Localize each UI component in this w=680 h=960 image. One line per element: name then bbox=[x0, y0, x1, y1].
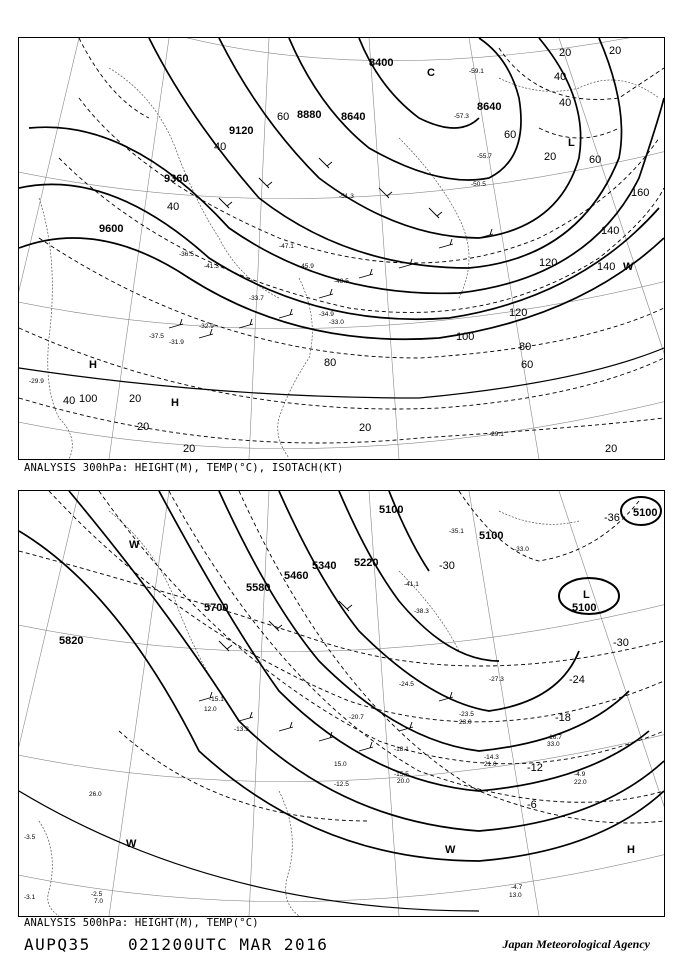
isotach-label: 60 bbox=[521, 359, 534, 371]
temp-label: -33.0 bbox=[329, 319, 344, 326]
temp-label: -41.1 bbox=[404, 581, 419, 588]
temp-contour-labels-500 bbox=[439, 512, 629, 811]
data-label: 33.0 bbox=[547, 741, 560, 748]
isotach-label: 40 bbox=[559, 97, 572, 109]
height-label: 5460 bbox=[284, 570, 309, 582]
temperature-contours bbox=[19, 491, 664, 823]
isotach-label: 20 bbox=[183, 443, 196, 455]
isotach-label: 60 bbox=[589, 154, 602, 166]
temp-label: -48.5 bbox=[334, 278, 349, 285]
high-center: H bbox=[627, 844, 635, 856]
height-labels-500 bbox=[59, 504, 657, 647]
temp-label: -29.1 bbox=[489, 431, 504, 438]
high-center: H bbox=[89, 359, 97, 371]
data-label: 23.0 bbox=[459, 719, 472, 726]
temp-contour-label: -30 bbox=[613, 637, 629, 649]
height-label: 8640 bbox=[341, 111, 366, 123]
height-label: 5340 bbox=[312, 560, 337, 572]
temp-label: -24.5 bbox=[399, 681, 414, 688]
isotach-label: 40 bbox=[63, 395, 76, 407]
height-label: 5700 bbox=[204, 602, 229, 614]
temp-contour-label: -6 bbox=[527, 799, 537, 811]
temp-label: -38.3 bbox=[414, 608, 429, 615]
temp-label: -50.5 bbox=[471, 181, 486, 188]
height-labels-300 bbox=[99, 57, 501, 235]
temp-label: -23.5 bbox=[459, 711, 474, 718]
pressure-centers-500 bbox=[126, 539, 635, 856]
isotach-label: 80 bbox=[519, 341, 532, 353]
temp-label: -14.3 bbox=[484, 754, 499, 761]
temp-label: -33.0 bbox=[514, 546, 529, 553]
temp-label: -2.5 bbox=[91, 891, 103, 898]
height-label: 8880 bbox=[297, 109, 322, 121]
isotach-label: 20 bbox=[359, 422, 372, 434]
height-label: 5100 bbox=[479, 530, 504, 542]
isotach-label: 40 bbox=[167, 201, 180, 213]
height-label: 5820 bbox=[59, 635, 84, 647]
height-contours bbox=[19, 38, 664, 398]
temp-contour-label: -18 bbox=[555, 712, 571, 724]
temp-label: -59.1 bbox=[469, 68, 484, 75]
isotach-label: 20 bbox=[559, 47, 572, 59]
caption-500hpa: ANALYSIS 500hPa: HEIGHT(M), TEMP(°C) bbox=[24, 917, 259, 929]
temp-label: -35.1 bbox=[449, 528, 464, 535]
temp-label: -31.9 bbox=[169, 339, 184, 346]
isotach-label: 80 bbox=[324, 357, 337, 369]
map-panel-300hpa bbox=[18, 37, 665, 460]
temp-label: -3.1 bbox=[24, 894, 36, 901]
height-label: 5100 bbox=[572, 602, 597, 614]
temp-label: -16.7 bbox=[547, 734, 562, 741]
isotach-label: 100 bbox=[79, 393, 98, 405]
data-label: 15.0 bbox=[334, 761, 347, 768]
isotach-label: 120 bbox=[509, 307, 528, 319]
isotach-label: 140 bbox=[597, 261, 616, 273]
temp-label: -47.1 bbox=[279, 243, 294, 250]
height-label: 9360 bbox=[164, 173, 189, 185]
data-label: 7.0 bbox=[94, 898, 104, 905]
cold-center: C bbox=[427, 67, 435, 79]
isotach-label: 40 bbox=[554, 71, 567, 83]
map-panel-500hpa bbox=[18, 490, 665, 917]
isotach-label: 20 bbox=[605, 443, 618, 455]
height-contours bbox=[19, 491, 664, 911]
data-label: 21.0 bbox=[484, 761, 497, 768]
data-label: 13.0 bbox=[509, 892, 522, 899]
temp-label: -41.3 bbox=[204, 263, 219, 270]
product-id: AUPQ35 bbox=[24, 935, 91, 954]
low-center: L bbox=[583, 589, 590, 601]
low-center: L bbox=[568, 137, 575, 149]
temp-contour-label: -12 bbox=[527, 762, 543, 774]
temp-label: -15.5 bbox=[394, 771, 409, 778]
temp-label: -20.7 bbox=[349, 714, 364, 721]
isotach-label: 20 bbox=[609, 45, 622, 57]
temp-label: -18.1 bbox=[394, 746, 409, 753]
data-labels-500 bbox=[89, 706, 587, 905]
isotach-label: 20 bbox=[544, 151, 557, 163]
temp-label: -4.7 bbox=[511, 884, 523, 891]
height-label: 5100 bbox=[379, 504, 404, 516]
data-label: 22.0 bbox=[574, 779, 587, 786]
temp-label: -55.7 bbox=[477, 153, 492, 160]
isotach-label: 160 bbox=[631, 187, 650, 199]
map-300hpa-svg bbox=[19, 38, 664, 459]
height-label: 5220 bbox=[354, 557, 379, 569]
temp-label: -27.3 bbox=[489, 676, 504, 683]
temp-label: -12.5 bbox=[334, 781, 349, 788]
map-500hpa-svg bbox=[19, 491, 664, 916]
temp-label: -13.3 bbox=[234, 726, 249, 733]
isotach-label: 120 bbox=[539, 257, 558, 269]
isotach-label: 40 bbox=[214, 141, 227, 153]
data-label: 26.0 bbox=[89, 791, 102, 798]
temp-contour-label: -30 bbox=[439, 560, 455, 572]
warm-center: W bbox=[129, 539, 140, 551]
temp-label: -36.5 bbox=[179, 251, 194, 258]
isotach-label: 20 bbox=[129, 393, 142, 405]
agency-name: Japan Meteorological Agency bbox=[502, 937, 650, 951]
temp-label: -15.1 bbox=[209, 696, 224, 703]
valid-time: 021200UTC MAR 2016 bbox=[128, 935, 329, 954]
height-label: 5580 bbox=[246, 582, 271, 594]
temp-label: -37.5 bbox=[149, 333, 164, 340]
temp-label: -45.9 bbox=[299, 263, 314, 270]
temp-label: -32.9 bbox=[199, 323, 214, 330]
coastlines bbox=[39, 511, 579, 916]
temp-label: -34.9 bbox=[319, 311, 334, 318]
isotach-label: 20 bbox=[137, 421, 150, 433]
data-label: 20.0 bbox=[397, 778, 410, 785]
isotach-label: 60 bbox=[504, 129, 517, 141]
graticule bbox=[19, 491, 664, 916]
warm-center: W bbox=[445, 844, 456, 856]
height-label: 8400 bbox=[369, 57, 394, 69]
height-label: 5100 bbox=[633, 507, 658, 519]
height-label: 8640 bbox=[477, 101, 502, 113]
isotach-label: 60 bbox=[277, 111, 290, 123]
temp-label: -51.3 bbox=[339, 193, 354, 200]
temp-label: -3.5 bbox=[24, 834, 36, 841]
temp-contour-label: -24 bbox=[569, 674, 585, 686]
caption-300hpa: ANALYSIS 300hPa: HEIGHT(M), TEMP(°C), ISOTACH(KT) bbox=[24, 462, 344, 474]
temp-label: -4.9 bbox=[574, 771, 586, 778]
warm-center: W bbox=[126, 838, 137, 850]
isotach-label: 140 bbox=[601, 225, 620, 237]
temp-label: -57.3 bbox=[454, 113, 469, 120]
height-label: 9120 bbox=[229, 125, 254, 137]
temp-contour-label: -36 bbox=[604, 512, 620, 524]
temp-label: -29.9 bbox=[29, 378, 44, 385]
high-center: H bbox=[171, 397, 179, 409]
data-label: 12.0 bbox=[204, 706, 217, 713]
height-label: 9600 bbox=[99, 223, 124, 235]
warm-center: W bbox=[623, 261, 634, 273]
temp-label: -33.7 bbox=[249, 295, 264, 302]
isotach-label: 100 bbox=[456, 331, 475, 343]
